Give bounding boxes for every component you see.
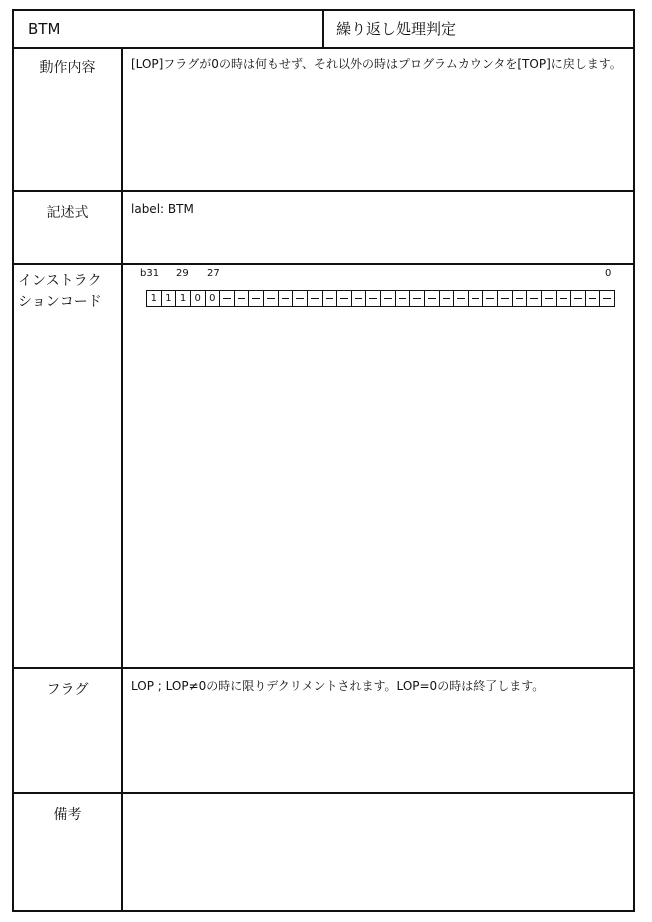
bit-cell-dont-care <box>235 291 250 306</box>
bit-cell-dont-care <box>264 291 279 306</box>
bit-cell-dont-care <box>352 291 367 306</box>
bit-cell-dont-care <box>571 291 586 306</box>
bit-label-29: 29 <box>176 268 189 279</box>
bit-cell-dont-care <box>542 291 557 306</box>
bit-cell-dont-care <box>469 291 484 306</box>
bit-cell-dont-care <box>557 291 572 306</box>
remarks-label: 備考 <box>14 794 123 910</box>
bit-cell-dont-care <box>600 291 614 306</box>
bit-cell-dont-care <box>249 291 264 306</box>
bit-cell-dont-care <box>513 291 528 306</box>
flag-row <box>14 669 633 794</box>
flag-label: フラグ <box>14 669 123 792</box>
bit-cell-dont-care <box>366 291 381 306</box>
operation-label: 動作内容 <box>14 47 123 190</box>
operation-row <box>14 47 633 192</box>
flag-text: LOP ; LOP≠0の時に限りデクリメントされます。LOP=0の時は終了します。 <box>131 679 545 693</box>
bit-cell: 0 <box>191 291 206 306</box>
bit-cell-dont-care <box>454 291 469 306</box>
instruction-mnemonic: BTM <box>14 11 324 47</box>
instruction-name: 繰り返し処理判定 <box>336 20 457 38</box>
operation-text: [LOP]フラグが0の時は何もせず、それ以外の時はプログラムカウンタを[TOP]に戻します。 <box>131 57 622 71</box>
bit-cell-dont-care <box>483 291 498 306</box>
bit-cell-dont-care <box>293 291 308 306</box>
bit-cell: 1 <box>147 291 162 306</box>
remarks-text <box>123 794 633 910</box>
bit-cell-dont-care <box>323 291 338 306</box>
bit-cell: 1 <box>162 291 177 306</box>
bit-cell-dont-care <box>425 291 440 306</box>
bit-cell-dont-care <box>527 291 542 306</box>
syntax-text: label: BTM <box>131 202 194 216</box>
bit-cell-dont-care <box>308 291 323 306</box>
bit-label-31: b31 <box>140 268 160 279</box>
bit-cell-dont-care <box>337 291 352 306</box>
bit-label-0: 0 <box>605 268 612 279</box>
remarks-row <box>14 794 633 910</box>
instruction-code-row <box>14 265 633 669</box>
instruction-code-label-line2: ションコード <box>18 294 102 310</box>
bit-cell-dont-care <box>396 291 411 306</box>
bit-label-27: 27 <box>207 268 220 279</box>
bit-cell-dont-care <box>220 291 235 306</box>
bit-cell-dont-care <box>440 291 455 306</box>
bit-cell-dont-care <box>410 291 425 306</box>
bit-cell-dont-care <box>586 291 601 306</box>
bit-cell: 0 <box>206 291 221 306</box>
bit-cell-dont-care <box>498 291 513 306</box>
bit-cell-dont-care <box>381 291 396 306</box>
syntax-row <box>14 192 633 265</box>
bit-cell: 1 <box>176 291 191 306</box>
bit-index-labels <box>124 268 624 282</box>
instruction-code-label-line1: インストラク <box>18 273 102 289</box>
bit-cell-dont-care <box>279 291 294 306</box>
title-row <box>14 11 633 49</box>
syntax-label: 記述式 <box>14 192 123 263</box>
instruction-code-label <box>14 265 123 667</box>
instruction-code-bitfield <box>146 290 615 307</box>
instruction-sheet <box>12 9 635 912</box>
